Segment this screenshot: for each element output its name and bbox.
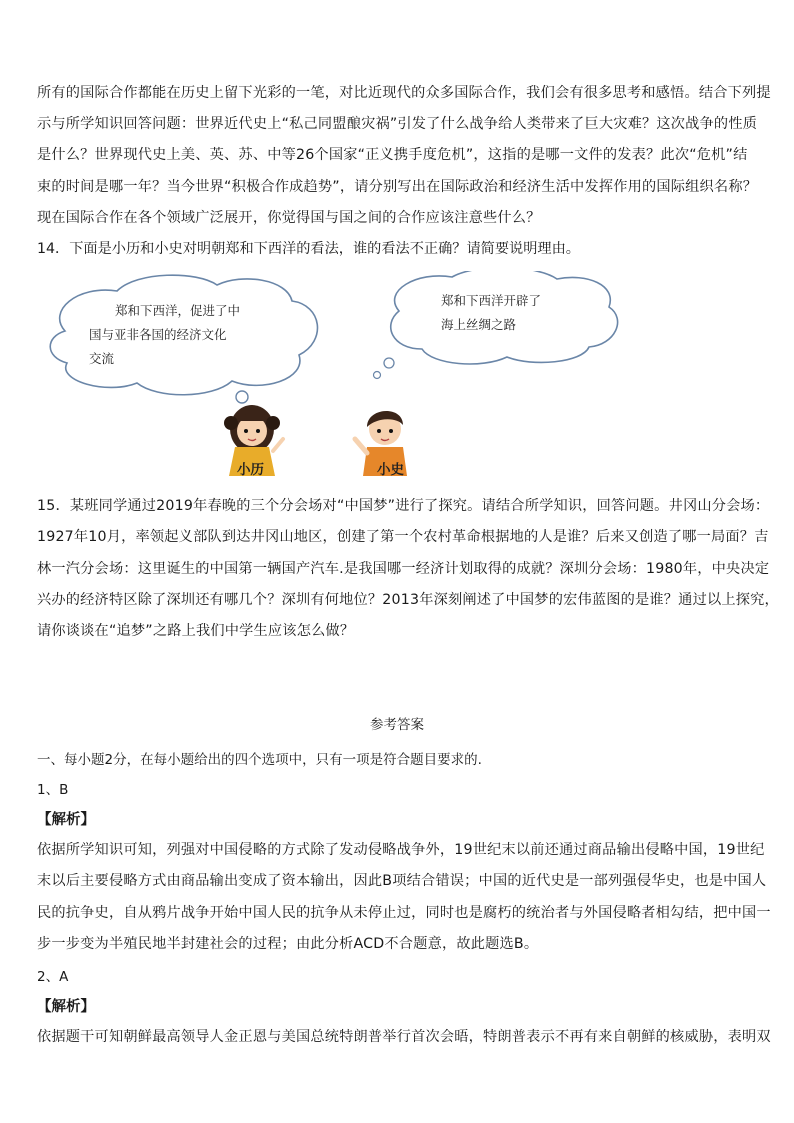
text-line: 1927年10月，率领起义部队到达井冈山地区，创建了第一个农村革命根据地的人是谁？后来又创造了哪一局面？吉 [37,529,769,546]
document-page [37,78,779,1053]
text-line: 兴办的经济特区除了深圳还有哪几个？深圳有何地位？2013年深刻阐述了中国梦的宏伟蓝图的是谁？通过以上探究， [37,591,779,608]
answer-section-title: 参考答案 [370,717,424,734]
text-line: 现在国际合作在各个领域广泛展开，你觉得国与国之间的合作应该注意些什么？ [37,209,541,226]
text-line: 步一步变为半殖民地半封建社会的过程；由此分析ACD不合题意，故此题选B。 [37,935,539,952]
text-line: 所有的国际合作都能在历史上留下光彩的一笔，对比近现代的众多国际合作，我们会有很多思考和感悟。结合下列提 [37,85,771,101]
text-line: 示与所学知识回答问题：世界近代史上“私己同盟酿灾祸”引发了什么战争给人类带来了巨大灾难？这次战争的性质 [37,116,758,133]
text-line: 依据题干可知朝鲜最高领导人金正恩与美国总统特朗普举行首次会晤，特朗普表示不再有来自朝鲜的核威胁，表明双 [37,1029,771,1046]
text-line: 是什么？世界现代史上美、英、苏、中等26个国家“正义携手度危机”，这指的是哪一文件的发表？此次“危机”结 [37,147,748,164]
text-line: 15．某班同学通过2019年春晚的三个分会场对“中国梦”进行了探究。请结合所学知识，回答问题。井冈山分会场： [37,498,770,515]
text-line: 林一汽分会场：这里诞生的中国第一辆国产汽车.是我国哪一经济计划取得的成就？深圳分会场：1980年，中央决定 [37,560,770,577]
question-14-text: 14．下面是小历和小史对明朝郑和下西洋的看法，谁的看法不正确？请简要说明理由。 [37,241,580,258]
cartoon-illustration [37,271,757,483]
answer-2-analysis [37,1022,771,1053]
analysis-label: 【解析】 [37,812,95,829]
analysis-label: 【解析】 [37,999,95,1016]
text-line: 请你谈谈在“追梦”之路上我们中学生应该怎么做？ [37,623,355,640]
left-bubble-line: 国与亚非各国的经济文化 [89,327,227,343]
zhenghe-cartoon-figure [37,271,757,483]
text-line: 依据所学知识可知，列强对中国侵略的方式除了发动侵略战争外，19世纪末以前还通过商品输出侵略中国，19世纪 [37,842,765,859]
left-bubble-line: 郑和下西洋，促进了中 [115,303,241,319]
left-speech-bubble [50,275,317,415]
answer-1-analysis [37,835,771,960]
text-line: 末以后主要侵略方式由商品输出变成了资本输出，因此B项结合错误；中国的近代史是一部列强侵华史，也是中国人 [37,873,767,890]
answer-2: 2、A [37,969,69,986]
boy-name-label: 小史 [377,462,404,479]
text-line: 束的时间是哪一年？当今世界“积极合作成趋势”，请分别写出在国际政治和经济生活中发挥作用的国际组织名称？ [37,178,758,195]
answer-1: 1、B [37,782,69,799]
section-1-heading: 一、每小题2分，在每小题给出的四个选项中，只有一项是符合题目要求的. [37,752,482,769]
left-bubble-line: 交流 [89,351,115,367]
question-13-text [37,78,771,234]
right-bubble-line: 郑和下西洋开辟了 [441,293,542,309]
text-line: 民的抗争史，自从鸦片战争开始中国人民的抗争从未停止过，同时也是腐朽的统治者与外国侵略者相勾结，把中国一 [37,904,771,921]
question-15-text [37,491,779,647]
right-bubble-line: 海上丝绸之路 [441,317,517,333]
girl-name-label: 小历 [237,462,264,479]
right-speech-bubble [374,271,618,379]
